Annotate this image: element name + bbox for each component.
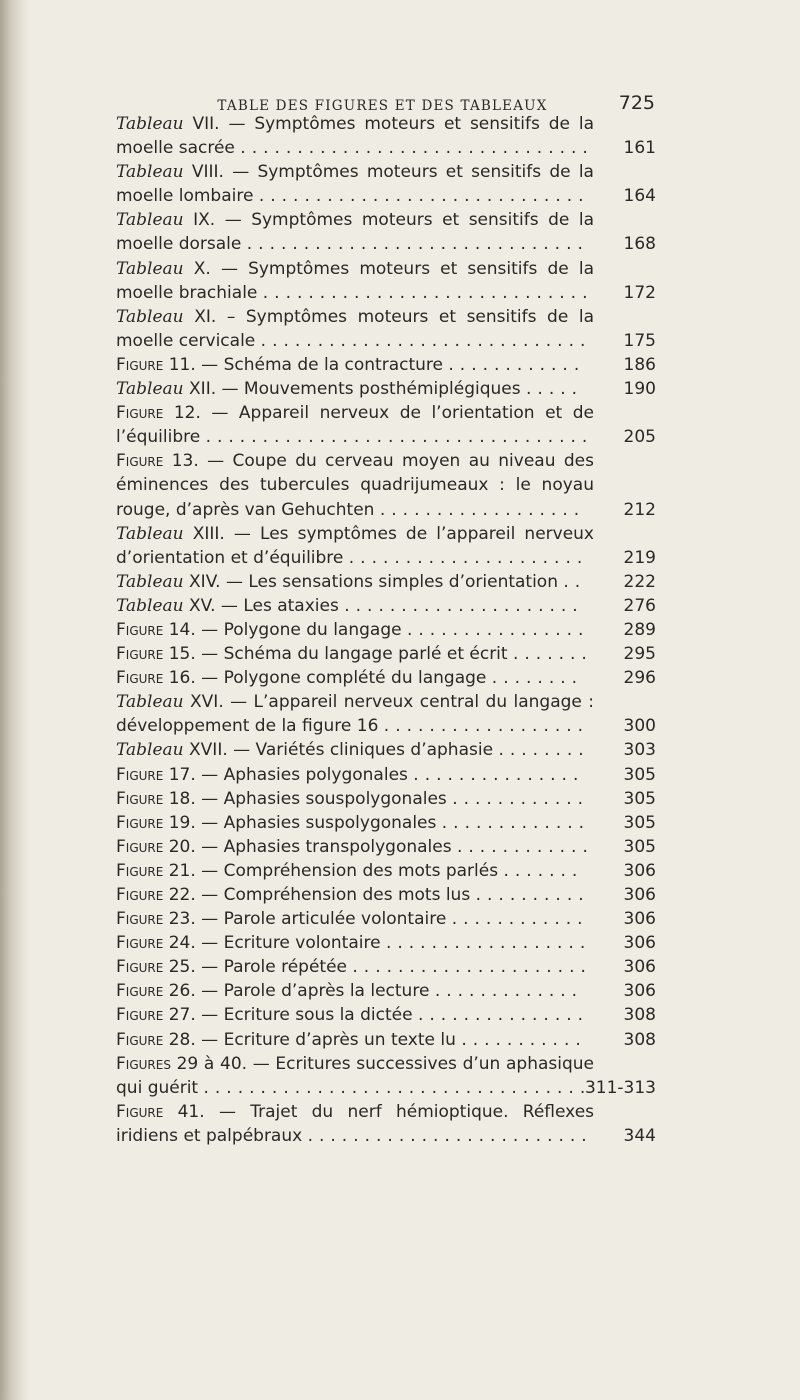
toc-entry: [116, 859, 656, 883]
entry-number: 13.: [163, 451, 208, 472]
entry-page: 190: [623, 379, 656, 400]
entry-kind: Figure: [116, 981, 164, 1002]
toc-entry: [116, 594, 656, 618]
entry-page: 175: [623, 330, 656, 351]
toc-entry: [116, 401, 656, 449]
entry-page: 308: [623, 1005, 656, 1026]
entry-number: VII.: [183, 114, 229, 134]
entry-kind: Figure: [116, 909, 164, 930]
entry-title: — Symptômes moteurs et sensitifs de la moelle dorsale: [116, 210, 594, 255]
entry-page: 305: [623, 812, 656, 833]
toc-entry: [116, 787, 656, 811]
entry-title: – Symptômes moteurs et sensitifs de la moelle cervicale: [116, 306, 594, 351]
entry-title: — Les sensations simples d’orientation: [225, 571, 564, 592]
entry-kind: Tableau: [116, 162, 184, 183]
entry-number: XIII.: [183, 523, 234, 544]
entry-number: 28.: [163, 1029, 202, 1050]
entry-number: 15.: [163, 644, 202, 665]
toc-entry: [116, 522, 656, 570]
dot-leaders: .....................: [348, 547, 589, 568]
toc-entry: [116, 1028, 656, 1052]
entry-number: 14.: [163, 619, 202, 640]
dot-leaders: ..................................: [205, 427, 594, 448]
entry-kind: Figure: [116, 1005, 164, 1026]
entry-title: — Parole articulée volontaire: [201, 909, 452, 930]
entry-page: 295: [623, 644, 656, 665]
entry-title: — Compréhension des mots lus: [201, 885, 476, 905]
entry-page: 305: [623, 836, 656, 857]
table-of-figures: [116, 112, 656, 1148]
entry-number: 22.: [163, 885, 202, 905]
toc-entry: [116, 835, 656, 859]
entry-number: 23.: [163, 909, 202, 930]
entry-title: — Aphasies souspolygonales: [201, 788, 453, 809]
entry-kind: Tableau: [116, 379, 184, 400]
running-header: TABLE DES FIGURES ET DES TABLEAUX: [217, 98, 548, 114]
dot-leaders: ..................: [379, 499, 586, 520]
toc-entry: [116, 883, 656, 907]
entry-kind: Figure: [116, 860, 164, 881]
entry-title: — Symptômes moteurs et sensitifs de la moelle lombaire: [116, 162, 594, 207]
entry-title: — Appareil nerveux de l’orientation et de l’équilibre: [116, 403, 594, 448]
entry-title: — Mouvements posthémiplégiques: [221, 379, 527, 400]
entry-page: 205: [623, 427, 656, 448]
entry-page: 306: [623, 933, 656, 954]
dot-leaders: .......: [503, 860, 584, 881]
entry-kind: Figure: [116, 354, 164, 375]
dot-leaders: ..................: [385, 933, 592, 954]
entry-number: XVII.: [183, 740, 234, 761]
toc-entry: [116, 353, 656, 377]
entry-title: — Schéma du langage parlé et écrit: [201, 644, 513, 665]
dot-leaders: .............: [441, 812, 591, 833]
dot-leaders: ..................: [383, 716, 590, 737]
entry-number: 24.: [163, 933, 202, 954]
entry-page: 289: [623, 619, 656, 640]
dot-leaders: ............: [452, 788, 590, 809]
entry-kind: Figure: [116, 668, 164, 689]
entry-title: — Aphasies transpolygonales: [201, 836, 457, 857]
dot-leaders: .....: [526, 379, 584, 400]
entry-page: 212: [623, 499, 656, 520]
entry-kind: Tableau: [116, 306, 184, 327]
entry-title: — Symptômes moteurs et sensitifs de la moelle brachiale: [116, 258, 594, 303]
entry-page: 306: [623, 957, 656, 978]
entry-title: — Les ataxies: [220, 595, 345, 616]
toc-entry: [116, 690, 656, 738]
dot-leaders: ...............: [413, 764, 585, 785]
entry-title: — Parole d’après la lecture: [201, 981, 435, 1002]
entry-number: 26.: [163, 981, 202, 1002]
entry-page: 186: [623, 354, 656, 375]
entry-number: VIII.: [183, 162, 233, 183]
entry-number: IX.: [183, 210, 225, 231]
entry-kind: Figure: [116, 619, 164, 640]
toc-entry: [116, 1003, 656, 1027]
entry-page: 311-313: [584, 1077, 656, 1098]
toc-entry: [116, 1100, 656, 1148]
entry-number: 29 à 40.: [170, 1053, 253, 1074]
entry-number: XV.: [183, 595, 221, 616]
entry-kind: Figure: [116, 885, 164, 905]
entry-kind: Figure: [116, 812, 164, 833]
toc-entry: [116, 931, 656, 955]
dot-leaders: ...............: [417, 1005, 590, 1026]
entry-number: 16.: [163, 668, 202, 689]
dot-leaders: ................: [406, 619, 590, 640]
toc-entry: [116, 955, 656, 979]
entry-page: 296: [623, 668, 656, 689]
dot-leaders: ...............................: [240, 138, 594, 159]
dot-leaders: ........: [491, 668, 584, 689]
entry-page: 305: [623, 788, 656, 809]
dot-leaders: ............: [457, 836, 594, 857]
toc-entry: [116, 208, 656, 256]
entry-kind: Figure: [116, 836, 164, 857]
entry-kind: Figure: [116, 1029, 164, 1050]
entry-title: — Polygone complété du langage: [201, 668, 492, 689]
toc-entry: [116, 112, 656, 160]
toc-entry: [116, 618, 656, 642]
entry-page: 308: [623, 1029, 656, 1050]
entry-kind: Tableau: [116, 114, 184, 134]
entry-page: 306: [623, 885, 656, 905]
entry-kind: Tableau: [116, 692, 184, 713]
entry-title: — Parole répétée: [201, 957, 353, 978]
dot-leaders: .......: [512, 644, 593, 665]
entry-kind: Tableau: [116, 523, 184, 544]
entry-number: 25.: [163, 957, 202, 978]
toc-entry: [116, 449, 656, 521]
dot-leaders: ..: [563, 571, 587, 592]
entry-title: — Ecritures successives d’un aphasique qui guérit: [116, 1053, 594, 1098]
toc-entry: [116, 1052, 656, 1100]
toc-entry: [116, 160, 656, 208]
entry-title: — Ecriture d’après un texte lu: [201, 1029, 462, 1050]
toc-entry: [116, 979, 656, 1003]
dot-leaders: .............................: [258, 186, 590, 207]
entry-number: 41.: [163, 1101, 219, 1122]
toc-entry: [116, 811, 656, 835]
entry-kind: Tableau: [116, 740, 184, 761]
book-spine-shadow: [0, 0, 30, 1400]
entry-page: 306: [623, 860, 656, 881]
entry-page: 276: [623, 595, 656, 616]
entry-kind: Figures: [116, 1053, 171, 1074]
entry-title: — Ecriture sous la dictée: [201, 1005, 418, 1026]
entry-page: 305: [623, 764, 656, 785]
entry-kind: Figure: [116, 933, 164, 954]
dot-leaders: .............................: [260, 330, 592, 351]
entry-page: 161: [623, 138, 656, 159]
entry-title: — Ecriture volontaire: [201, 933, 386, 954]
entry-number: XII.: [183, 379, 222, 400]
entry-page: 168: [623, 234, 656, 255]
toc-entry: [116, 907, 656, 931]
entry-number: 21.: [163, 860, 202, 881]
entry-title: — Aphasies polygonales: [201, 764, 414, 785]
entry-number: 19.: [163, 812, 202, 833]
dot-leaders: .....................: [352, 957, 592, 978]
entry-title: — Symptômes moteurs et sensitifs de la moelle sacrée: [116, 114, 594, 159]
entry-title: — Trajet du nerf hémioptique. Réflexes iridiens et palpébraux: [116, 1101, 595, 1146]
dot-leaders: ............: [451, 909, 589, 930]
dot-leaders: ........: [498, 740, 590, 761]
entry-page: 306: [623, 909, 656, 930]
entry-title: — Variétés cliniques d’aphasie: [233, 740, 499, 761]
entry-title: — L’appareil nerveux central du langage : développement de la figure 16: [116, 692, 594, 737]
entry-title: — Compréhension des mots parlés: [201, 860, 504, 881]
toc-entry: [116, 377, 656, 401]
toc-entry: [116, 666, 656, 690]
dot-leaders: ..................................: [203, 1077, 592, 1098]
dot-leaders: ............: [448, 354, 586, 375]
entry-kind: Figure: [116, 764, 164, 785]
dot-leaders: .............: [434, 981, 584, 1002]
entry-number: XIV.: [183, 571, 226, 592]
toc-entry: [116, 305, 656, 353]
entry-number: XI.: [183, 306, 227, 327]
entry-number: XVI.: [183, 692, 231, 713]
entry-number: 11.: [163, 354, 202, 375]
entry-page: 303: [623, 740, 656, 761]
entry-kind: Figure: [116, 788, 164, 809]
toc-entry: [116, 738, 656, 762]
entry-page: 164: [623, 186, 656, 207]
entry-kind: Tableau: [116, 571, 184, 592]
entry-kind: Figure: [116, 1101, 164, 1122]
dot-leaders: .............................: [262, 282, 594, 303]
entry-kind: Tableau: [116, 210, 184, 231]
entry-page: 222: [623, 571, 656, 592]
entry-title: — Coupe du cerveau moyen au niveau des éminences des tubercules quadrijumeaux : le noyau rouge, d’après van Gehuchten: [116, 451, 594, 520]
entry-kind: Figure: [116, 451, 164, 472]
entry-kind: Tableau: [116, 258, 184, 279]
entry-kind: Tableau: [116, 595, 184, 616]
toc-entry: [116, 763, 656, 787]
toc-entry: [116, 257, 656, 305]
entry-kind: Figure: [116, 644, 164, 665]
entry-kind: Figure: [116, 957, 164, 978]
toc-entry: [116, 570, 656, 594]
dot-leaders: .........................: [307, 1125, 593, 1146]
entry-kind: Figure: [116, 403, 164, 424]
dot-leaders: ...........: [461, 1029, 587, 1050]
dot-leaders: ..............................: [246, 234, 589, 255]
entry-page: 300: [623, 716, 656, 737]
entry-title: — Polygone du langage: [201, 619, 407, 640]
entry-title: — Les symptômes de l’appareil nerveux d’orientation et d’équilibre: [116, 523, 594, 568]
entry-page: 219: [623, 547, 656, 568]
dot-leaders: .....................: [344, 595, 584, 616]
entry-number: 27.: [163, 1005, 202, 1026]
entry-page: 344: [623, 1125, 656, 1146]
toc-entry: [116, 642, 656, 666]
entry-page: 306: [623, 981, 656, 1002]
entry-number: 17.: [163, 764, 202, 785]
entry-title: — Schéma de la contracture: [201, 354, 449, 375]
entry-page: 172: [623, 282, 656, 303]
entry-number: X.: [183, 258, 221, 279]
entry-number: 20.: [163, 836, 202, 857]
entry-number: 12.: [163, 403, 212, 424]
page-number: 725: [618, 92, 655, 114]
dot-leaders: ..........: [475, 885, 590, 905]
entry-number: 18.: [163, 788, 202, 809]
entry-title: — Aphasies suspolygonales: [201, 812, 442, 833]
